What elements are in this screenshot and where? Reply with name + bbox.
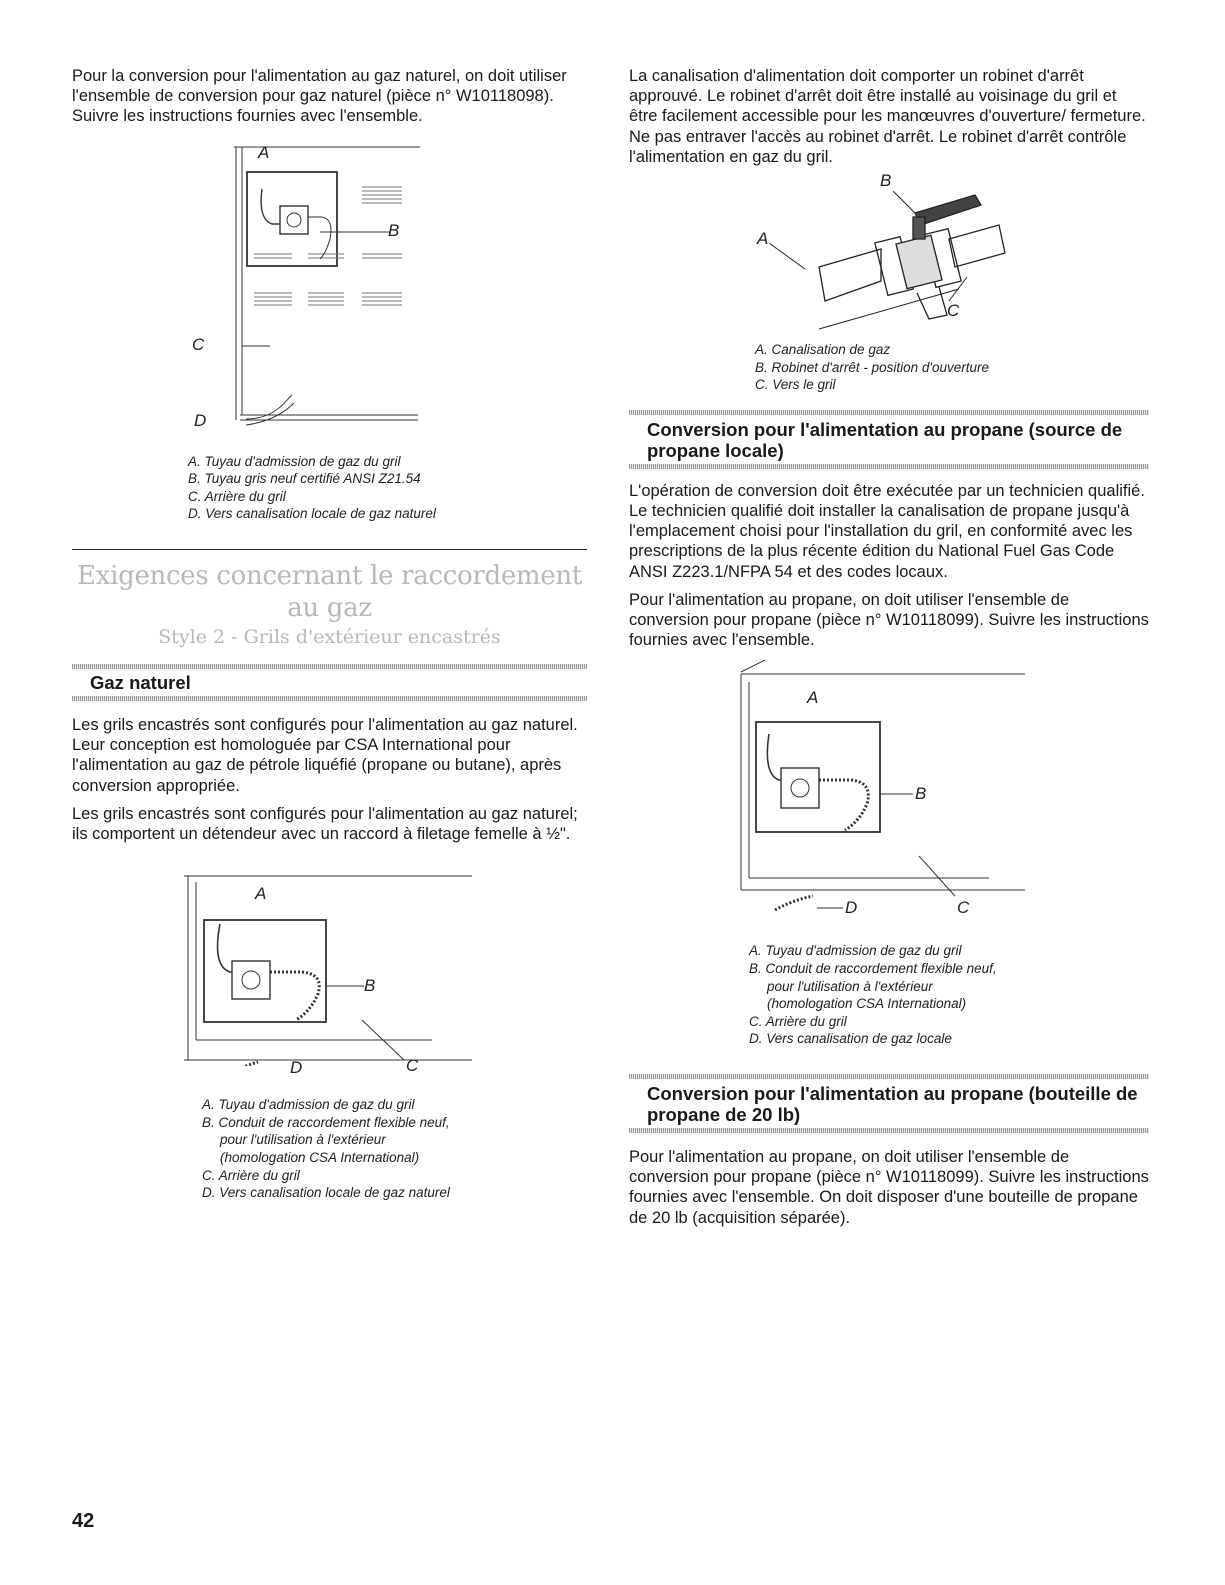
legend-item: D. Vers canalisation locale de gaz naturel <box>202 1185 450 1201</box>
right-column <box>629 66 1149 1228</box>
heading-rule-bottom <box>629 464 1149 469</box>
legend-item: D. Vers canalisation locale de gaz naturel <box>188 506 436 522</box>
legend-item: (homologation CSA International) <box>767 996 967 1012</box>
page-number: 42 <box>72 1510 95 1532</box>
regulator-figure-flexible <box>72 854 597 1078</box>
figure-label-c: C <box>192 334 205 354</box>
section-title-text: Exigences concernant le raccordement au gaz <box>77 560 582 623</box>
figure-label-d: D <box>845 898 858 918</box>
legend-item: B. Conduit de raccordement flexible neuf, <box>749 961 997 977</box>
figure-label-b: B <box>364 976 376 996</box>
figure-label-d: D <box>290 1058 303 1078</box>
figure-label-c: C <box>957 898 970 918</box>
left-column <box>72 66 597 1202</box>
legend-item: D. Vers canalisation de gaz locale <box>749 1031 952 1047</box>
legend-item: (homologation CSA International) <box>220 1149 420 1165</box>
shutoff-valve-figure <box>629 169 1149 337</box>
legend-item: C. Arrière du gril <box>188 488 286 504</box>
heading-rule-bottom <box>629 1128 1149 1133</box>
heading-rule-top <box>72 664 587 669</box>
heading-propane-locale: Conversion pour l'alimentation au propane (source de propane locale) <box>647 418 1123 461</box>
section-title <box>72 560 587 650</box>
legend-item: B. Tuyau gris neuf certifié ANSI Z21.54 <box>188 471 421 487</box>
regulator-figure-propane <box>629 660 1149 932</box>
figure-label-d: D <box>194 410 207 430</box>
figure-label-a: A <box>255 884 267 904</box>
figure-legend <box>755 341 1149 394</box>
legend-item: C. Arrière du gril <box>202 1167 300 1183</box>
figure-label-a: A <box>258 142 270 162</box>
figure-label-a: A <box>757 229 769 249</box>
heading-propane-bouteille: Conversion pour l'alimentation au propane (bouteille de propane de 20 lb) <box>647 1082 1138 1125</box>
legend-item: pour l'utilisation à l'extérieur <box>220 1132 386 1148</box>
figure-legend <box>749 942 1149 1048</box>
figure-label-b: B <box>915 784 927 804</box>
regulator-illustration <box>72 129 597 447</box>
intro-paragraph: La canalisation d'alimentation doit comporter un robinet d'arrêt approuvé. Le robinet d'arrêt doit être installé au voisinage du gril et être facilement accessible pour les manœuvres d'ouverture/ fermeture. Ne pas entraver l'accès au robinet d'arrêt. Le robinet d'arrêt contrôle l'alimentation en gaz du gril. <box>629 67 1146 166</box>
paragraph: Pour l'alimentation au propane, on doit utiliser l'ensemble de conversion pour propane (pièce n° W10118099). Suivre les instructions fournies avec l'ensemble. On doit disposer d'une bouteille de propane de 20 lb (acquisition séparée). <box>629 1147 1149 1227</box>
paragraph: Les grils encastrés sont configurés pour l'alimentation au gaz naturel; ils comportent un détendeur avec un raccord à filetage femelle à ½". <box>72 804 578 843</box>
figure-label-c: C <box>406 1056 419 1076</box>
legend-item: C. Arrière du gril <box>749 1013 847 1029</box>
paragraph: Pour l'alimentation au propane, on doit utiliser l'ensemble de conversion pour propane (pièce n° W10118099). Suivre les instructions fournies avec l'ensemble. <box>629 590 1149 650</box>
legend-item: C. Vers le gril <box>755 377 836 393</box>
regulator-illustration-3 <box>629 660 1149 932</box>
legend-item: B. Conduit de raccordement flexible neuf, <box>202 1114 450 1130</box>
legend-item: A. Tuyau d'admission de gaz du gril <box>749 943 962 959</box>
legend-item: B. Robinet d'arrêt - position d'ouverture <box>755 359 990 375</box>
legend-item: A. Canalisation de gaz <box>755 342 891 358</box>
shutoff-valve-illustration <box>629 169 1149 337</box>
paragraph: L'opération de conversion doit être exécutée par un technicien qualifié. Le technicien qualifié doit installer la canalisation de propane jusqu'à l'emplacement choisi pour l'installation du gril, en conformité avec les prescriptions de la plus récente édition du National Fuel Gas Code ANSI Z223.1/NFPA 54 et des codes locaux. <box>629 481 1145 581</box>
figure-label-a: A <box>807 688 819 708</box>
section-subtitle: Style 2 - Grils d'extérieur encastrés <box>158 625 501 648</box>
regulator-figure-natural-gas <box>72 129 597 447</box>
intro-paragraph: Pour la conversion pour l'alimentation au gaz naturel, on doit utiliser l'ensemble de conversion pour gaz naturel (pièce n° W10118098). Suivre les instructions fournies avec l'ensemble. <box>72 67 567 126</box>
heading-rule-bottom <box>72 696 587 701</box>
regulator-illustration-2 <box>72 854 597 1066</box>
legend-item: pour l'utilisation à l'extérieur <box>767 978 933 994</box>
legend-item: A. Tuyau d'admission de gaz du gril <box>202 1097 415 1113</box>
legend-item: A. Tuyau d'admission de gaz du gril <box>188 453 401 469</box>
figure-label-b: B <box>880 171 892 191</box>
figure-legend <box>188 453 597 523</box>
heading-rule-top <box>629 1074 1149 1079</box>
paragraph: Les grils encastrés sont configurés pour l'alimentation au gaz naturel. Leur conception est homologuée par CSA International pour l'alimentation au gaz de pétrole liquéfié (propane ou butane), après conversion appropriée. <box>72 715 578 795</box>
figure-label-b: B <box>388 220 400 240</box>
figure-label-c: C <box>947 301 960 321</box>
heading-gaz-naturel: Gaz naturel <box>90 671 191 693</box>
section-divider <box>72 549 587 550</box>
heading-rule-top <box>629 410 1149 415</box>
figure-legend <box>202 1096 597 1202</box>
